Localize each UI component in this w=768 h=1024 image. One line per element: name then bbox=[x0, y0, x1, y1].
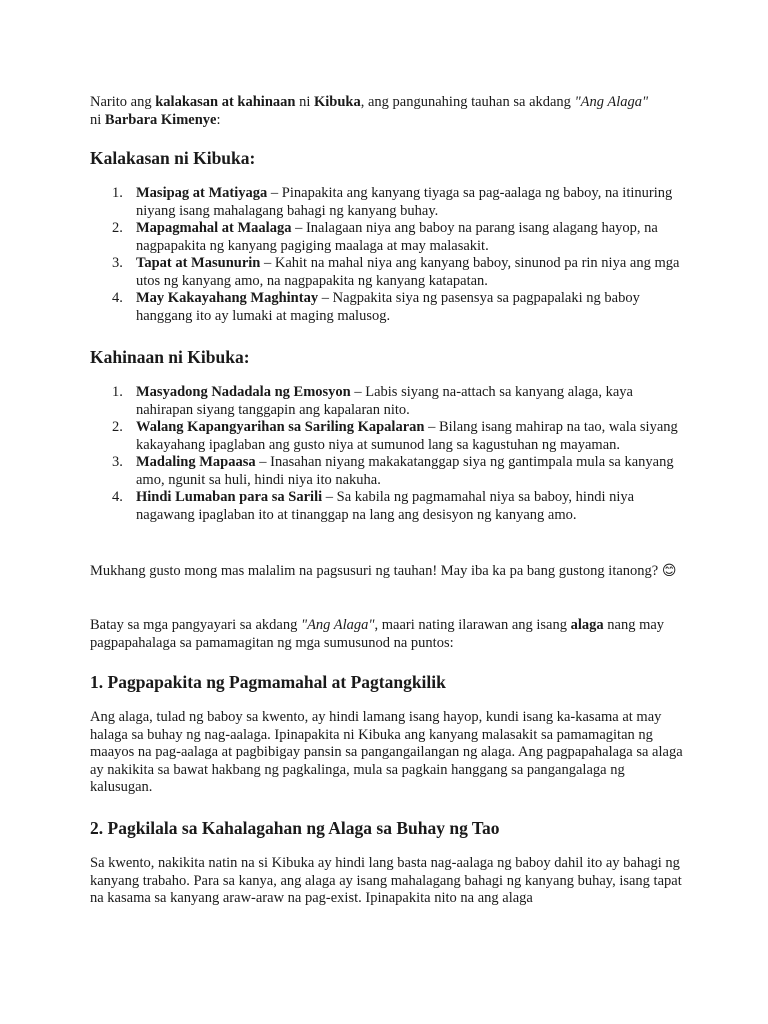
intro-paragraph bbox=[90, 94, 690, 129]
list-item bbox=[90, 220, 690, 255]
item-text: – Sa kabila ng pagmamahal niya sa baboy, hindi niya nagawang ipaglaban ito at tinanggap na lang ang desisyon ng kanyang amo. bbox=[136, 489, 635, 523]
section1-heading: 1. Pagpapakita ng Pagmamahal at Pagtangkilik bbox=[90, 672, 446, 692]
batay-text: , maari nating ilarawan ang isang bbox=[374, 617, 571, 633]
list-item bbox=[90, 419, 690, 454]
list-number: 4. bbox=[112, 290, 123, 306]
item-text: – Nagpakita siya ng pasensya sa pagpapalaki ng baboy hanggang ito ay lumaki at maging malusog. bbox=[136, 290, 640, 324]
item-text: – Inasahan niyang makakatanggap siya ng gantimpala mula sa kanyang amo, ngunit sa huli, hindi niya ito nakuha. bbox=[136, 454, 674, 488]
list-item bbox=[90, 290, 690, 325]
section1-paragraph: Ang alaga, tulad ng baboy sa kwento, ay hindi lamang isang hayop, kundi isang ka-kasama at may halaga sa buhay ng nag-aalaga. Ipinapakita ni Kibuka ang kanyang malasakit sa pamamagitan ng maayos na pag-aalaga at pagbibigay pansin sa pangangailangan ng alaga. Ang pagpapahalaga sa alaga ay nakikita sa bawat hakbang ng pagkalinga, mula sa pagkain hanggang sa pangangalaga ng kalusugan. bbox=[90, 709, 683, 795]
list-item bbox=[90, 384, 690, 419]
batay-italic-title: "Ang Alaga" bbox=[300, 617, 375, 633]
list-number: 2. bbox=[112, 220, 123, 236]
intro-italic-title: "Ang Alaga" bbox=[574, 94, 649, 110]
batay-text: nang may pagpapahalaga sa pamamagitan ng mga sumusunod na puntos: bbox=[90, 617, 665, 651]
strengths-heading: Kalakasan ni Kibuka: bbox=[90, 148, 256, 168]
weaknesses-heading: Kahinaan ni Kibuka: bbox=[90, 347, 250, 367]
question-text: Mukhang gusto mong mas malalim na pagsusuri ng tauhan! May iba ka pa bang gustong itanong? bbox=[90, 563, 662, 579]
smile-icon: 😊 bbox=[661, 563, 677, 579]
intro-text: , ang pangunahing tauhan sa akdang bbox=[360, 94, 575, 110]
item-text: – Inalagaan niya ang baboy na parang isang alagang hayop, na nagpapakita ng kanyang pagiging maalaga at may malasakit. bbox=[136, 220, 658, 254]
intro-bold-author: Barbara Kimenye bbox=[104, 111, 217, 128]
item-text: – Labis siyang na-attach sa kanyang alaga, kaya nahirapan siyang tanggapin ang kapalaran nito. bbox=[136, 384, 633, 418]
item-title: Madaling Mapaasa bbox=[136, 454, 256, 470]
list-item bbox=[90, 489, 690, 524]
item-text: – Pinapakita ang kanyang tiyaga sa pag-aalaga ng baboy, na itinuring niyang isang mahalagang bahagi ng kanyang buhay. bbox=[136, 185, 673, 219]
list-number: 2. bbox=[112, 419, 123, 435]
section2-heading: 2. Pagkilala sa Kahalagahan ng Alaga sa Buhay ng Tao bbox=[90, 818, 500, 838]
item-text: – Bilang isang mahirap na tao, wala siyang kakayahang ipaglaban ang gusto niya at sumunod lang sa kagustuhan ng mayaman. bbox=[136, 419, 678, 453]
item-title: Tapat at Masunurin bbox=[136, 255, 261, 271]
question-paragraph bbox=[90, 563, 690, 581]
intro-text: Narito ang bbox=[90, 94, 156, 110]
intro-bold-strengths: kalakasan at kahinaan bbox=[155, 94, 296, 110]
list-item bbox=[90, 185, 690, 220]
list-number: 1. bbox=[112, 185, 123, 201]
list-number: 1. bbox=[112, 384, 123, 400]
list-number: 3. bbox=[112, 255, 123, 271]
item-title: Walang Kapangyarihan sa Sariling Kapalaran bbox=[136, 419, 425, 435]
list-item bbox=[90, 255, 690, 290]
intro-text: ni bbox=[90, 111, 105, 128]
list-number: 3. bbox=[112, 454, 123, 470]
batay-text: Batay sa mga pangyayari sa akdang bbox=[90, 617, 301, 633]
list-number: 4. bbox=[112, 489, 123, 505]
item-title: Masipag at Matiyaga bbox=[136, 185, 268, 201]
batay-bold-alaga: alaga bbox=[570, 617, 604, 633]
item-title: Masyadong Nadadala ng Emosyon bbox=[136, 384, 351, 400]
item-title: Hindi Lumaban para sa Sarili bbox=[136, 489, 323, 505]
intro-bold-kibuka: Kibuka bbox=[314, 94, 361, 110]
item-text: – Kahit na mahal niya ang kanyang baboy, sinunod pa rin niya ang mga utos ng kanyang amo, na nagpapakita ng kanyang katapatan. bbox=[136, 255, 680, 289]
intro-text: : bbox=[216, 111, 221, 128]
section2-paragraph: Sa kwento, nakikita natin na si Kibuka ay hindi lang basta nag-aalaga ng baboy dahil ito ay bahagi ng kanyang trabaho. Para sa kanya, ang alaga ay isang mahalagang bahagi ng kanyang buhay, isang tapat na kasama sa kanyang araw-araw na pag-exist. Ipinapakita nito na ang alaga bbox=[90, 855, 682, 906]
intro-text: ni bbox=[295, 94, 314, 110]
batay-paragraph bbox=[90, 617, 690, 652]
item-title: May Kakayahang Maghintay bbox=[136, 290, 319, 306]
item-title: Mapagmahal at Maalaga bbox=[136, 220, 292, 236]
list-item bbox=[90, 454, 690, 489]
strengths-list bbox=[90, 185, 690, 325]
weaknesses-list bbox=[90, 384, 690, 524]
